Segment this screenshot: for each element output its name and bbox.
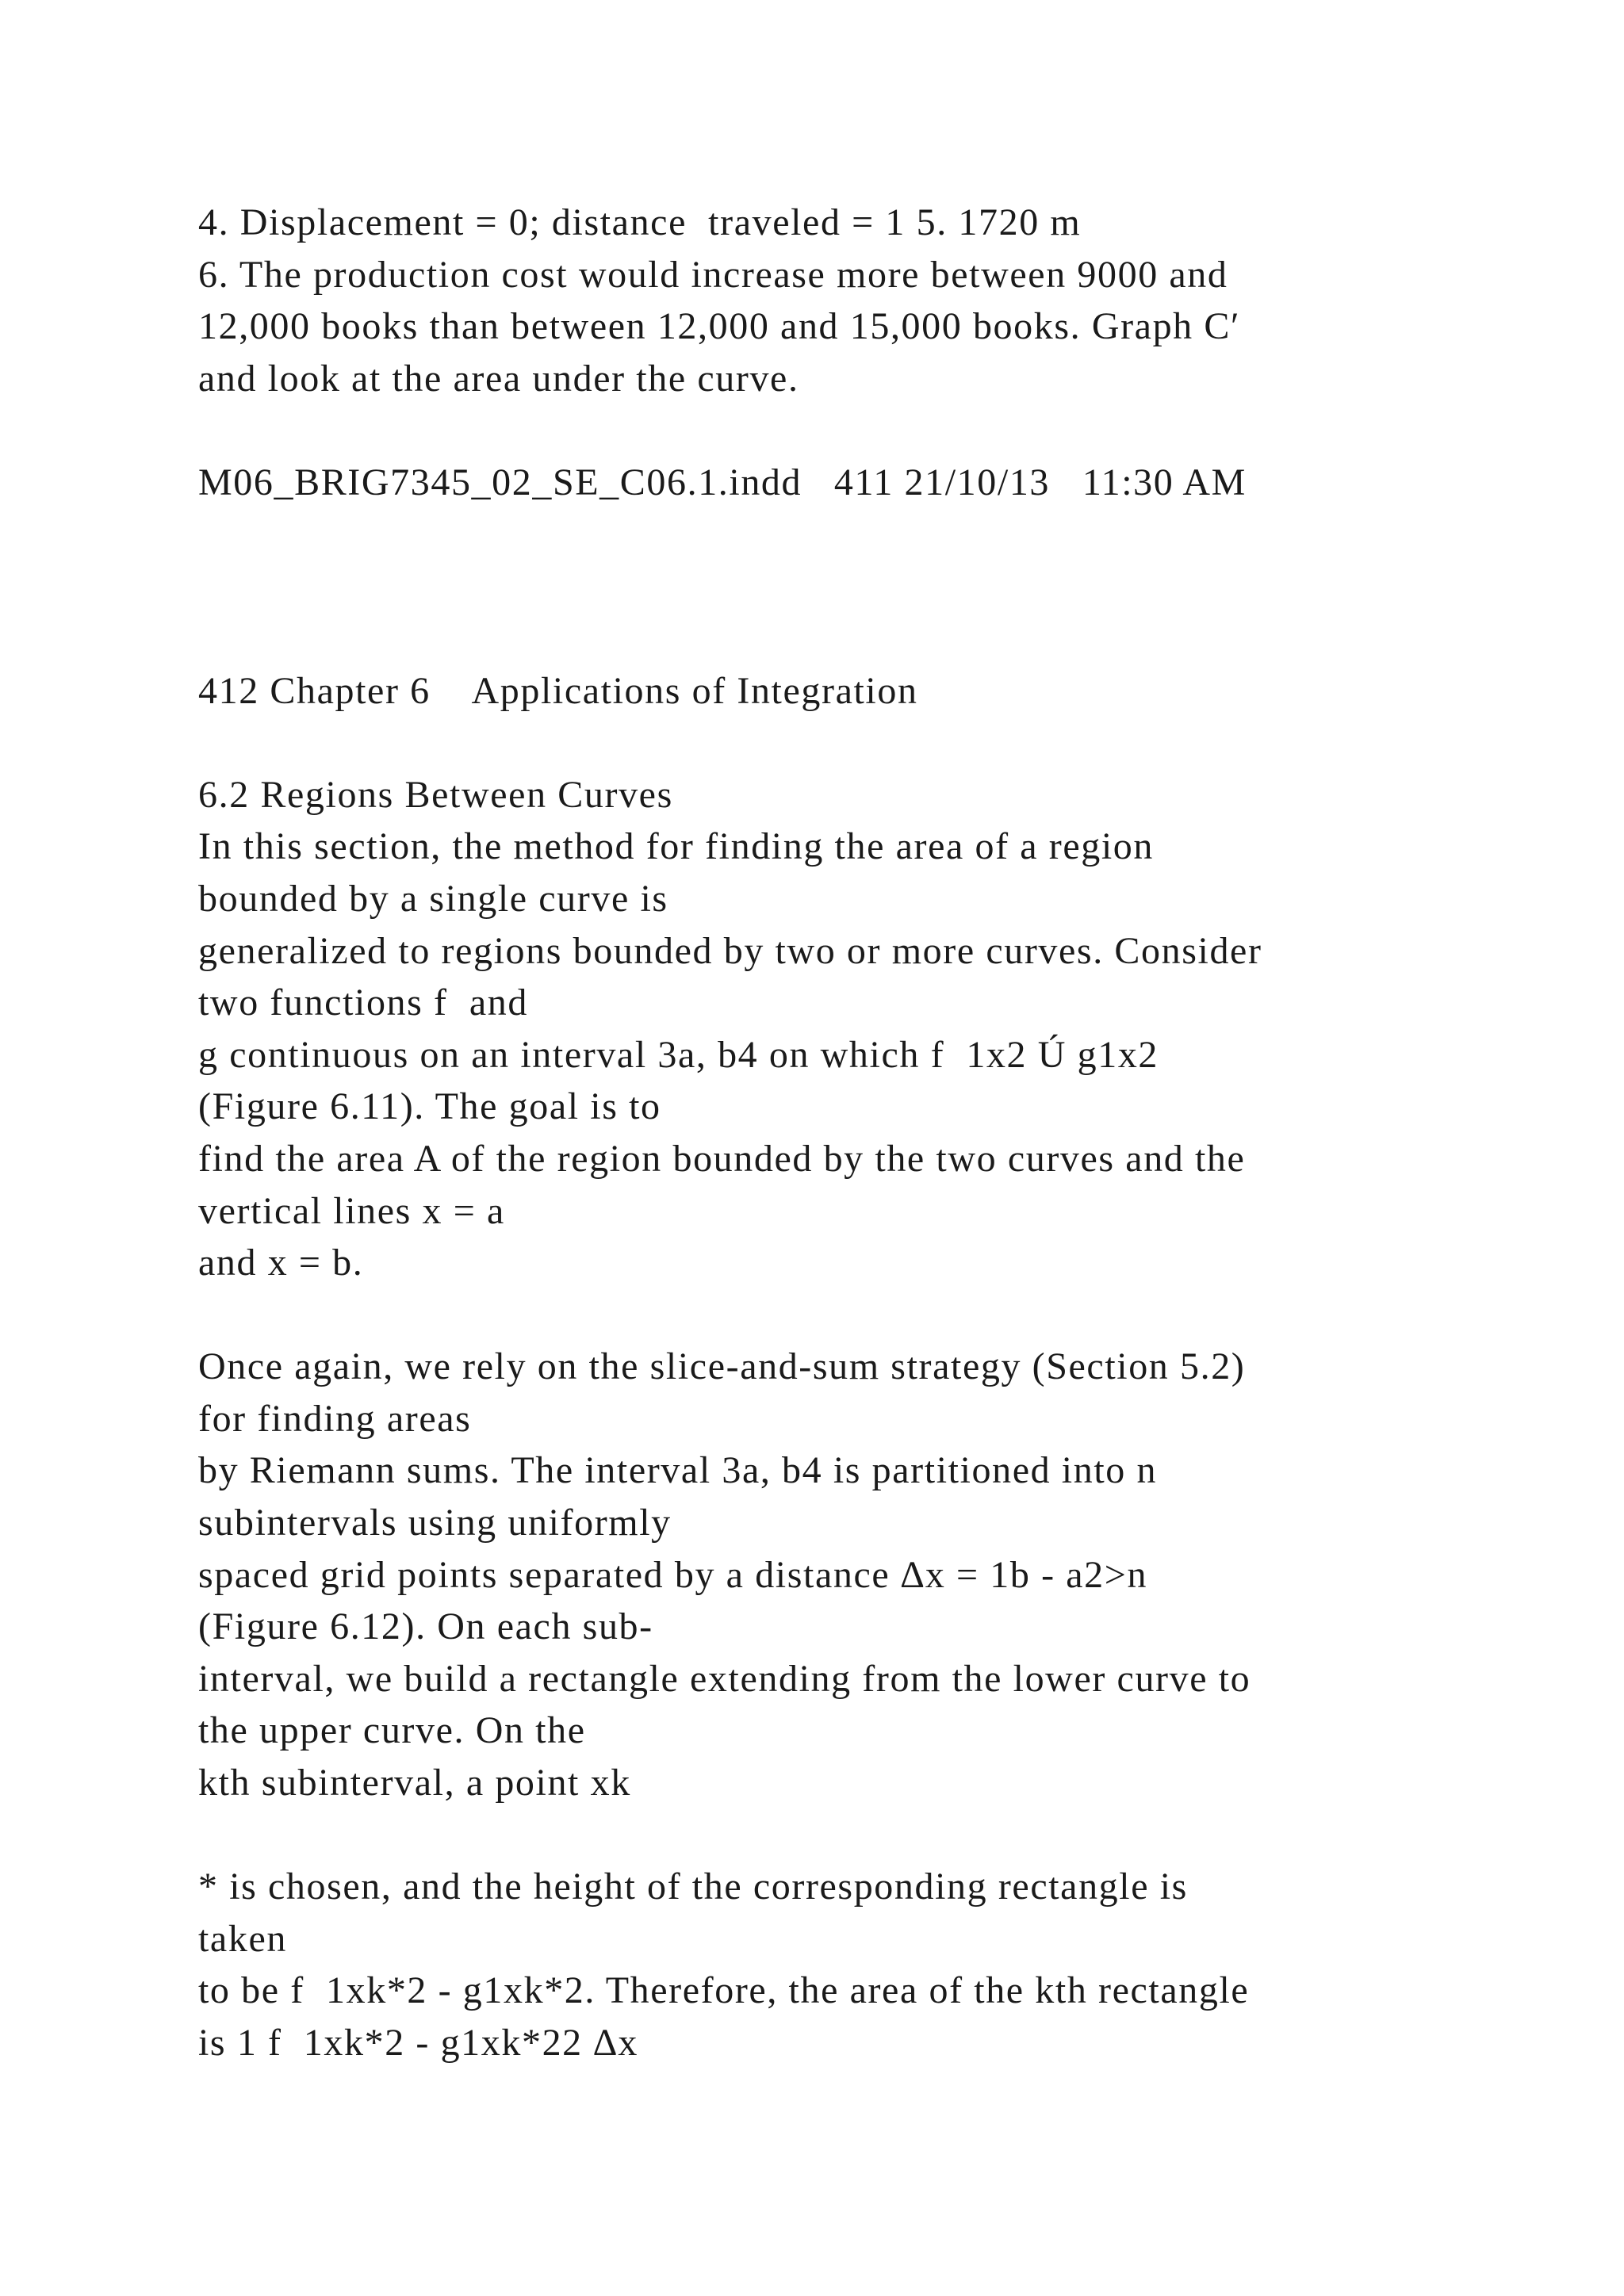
text-line: bounded by a single curve is: [198, 877, 668, 920]
text-line: find the area A of the region bounded by the two curves and the: [198, 1137, 1246, 1180]
text-line: g continuous on an interval 3a, b4 on which f 1x2 Ú g1x2: [198, 1033, 1159, 1076]
text-line: taken: [198, 1917, 287, 1960]
blank-line: [198, 1289, 1546, 1341]
text-line: spaced grid points separated by a distance ∆x = 1b - a2>n: [198, 1553, 1148, 1596]
text-line: subintervals using uniformly: [198, 1502, 672, 1544]
running-header: 412 Chapter 6 Applications of Integration: [198, 669, 918, 712]
text-line: 4. Displacement = 0; distance traveled = 1 5. 1720 m: [198, 201, 1082, 243]
text-line: Once again, we rely on the slice-and-sum strategy (Section 5.2): [198, 1345, 1246, 1388]
text-line: kth subinterval, a point xk: [198, 1762, 631, 1804]
paragraph-riemann: [198, 1341, 1546, 1808]
text-line: the upper curve. On the: [198, 1709, 586, 1752]
text-line: for finding areas: [198, 1397, 472, 1440]
page-break-gap: [198, 509, 1546, 665]
paragraph-rectangle-area: [198, 1861, 1546, 2068]
print-slug-footer: M06_BRIG7345_02_SE_C06.1.indd 411 21/10/13 11:30 AM: [198, 461, 1247, 503]
text-line: by Riemann sums. The interval 3a, b4 is partitioned into n: [198, 1449, 1158, 1492]
text-line: (Figure 6.12). On each sub-: [198, 1605, 653, 1648]
blank-line: [198, 717, 1546, 769]
text-line: In this section, the method for finding the area of a region: [198, 825, 1154, 868]
text-line: vertical lines x = a: [198, 1189, 505, 1232]
text-line: 6. The production cost would increase more between 9000 and: [198, 253, 1228, 296]
text-line: is 1 f 1xk*2 - g1xk*22 ∆x: [198, 2022, 638, 2064]
text-line: * is chosen, and the height of the corresponding rectangle is: [198, 1866, 1188, 1908]
text-line: and x = b.: [198, 1242, 364, 1284]
text-line: interval, we build a rectangle extending from the lower curve to: [198, 1657, 1251, 1700]
section-title: 6.2 Regions Between Curves: [198, 773, 673, 816]
text-line: (Figure 6.11). The goal is to: [198, 1085, 661, 1128]
blank-line: [198, 1809, 1546, 1862]
blank-line: [198, 404, 1546, 457]
answer-block: [198, 197, 1546, 404]
text-line: two functions f and: [198, 982, 528, 1024]
document-page: [198, 197, 1546, 2069]
text-line: 12,000 books than between 12,000 and 15,000 books. Graph C′: [198, 305, 1241, 348]
text-line: and look at the area under the curve.: [198, 357, 799, 400]
text-line: generalized to regions bounded by two or more curves. Consider: [198, 929, 1262, 972]
paragraph-intro: [198, 821, 1546, 1288]
text-line: to be f 1xk*2 - g1xk*2. Therefore, the area of the kth rectangle: [198, 1969, 1250, 2012]
